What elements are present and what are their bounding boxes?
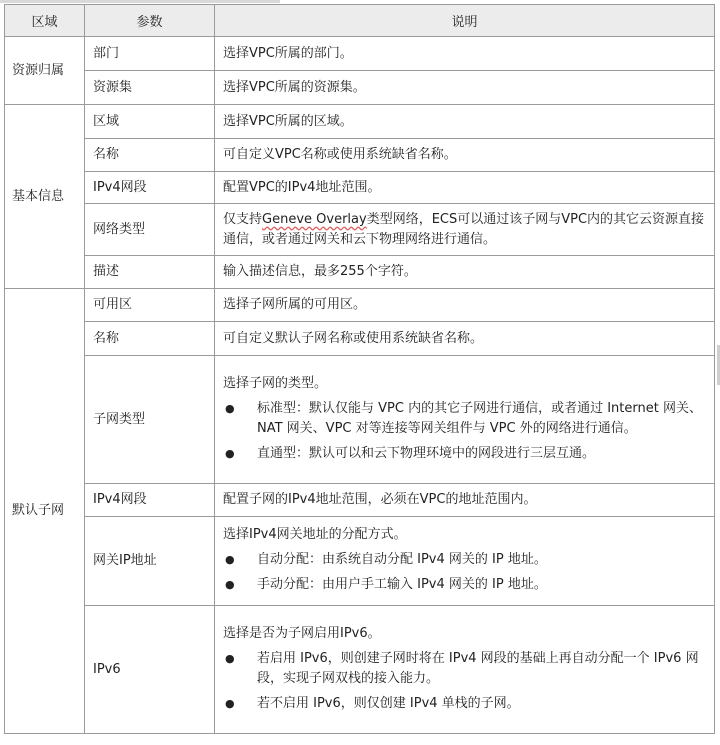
bullet-dot-icon: ● <box>225 553 235 566</box>
desc-cell <box>215 517 715 606</box>
bullet-text: 若启用 IPv6，则创建子网时将在 IPv4 网段的基础上再自动分配一个 IPv6 网段，实现子网双栈的接入能力。 <box>257 650 699 686</box>
header-desc: 说明 <box>215 5 715 37</box>
bullet-dot-icon: ● <box>225 401 235 415</box>
desc-intro: 选择IPv4网关地址的分配方式。 <box>223 527 407 542</box>
list-item <box>223 399 706 439</box>
param-cell: 资源集 <box>85 71 215 105</box>
vpc-parameter-table <box>4 4 715 734</box>
param-cell: IPv4网段 <box>85 172 215 204</box>
param-cell: 网络类型 <box>85 204 215 256</box>
table-header-row <box>5 5 715 37</box>
bullet-text: 直通型：默认可以和云下物理环境中的网段进行三层互通。 <box>257 445 596 461</box>
desc-cell <box>215 356 715 484</box>
group-resource: 资源归属 <box>5 37 85 105</box>
table-row <box>5 256 715 289</box>
table-row <box>5 606 715 734</box>
desc-cell: 选择VPC所属的区域。 <box>215 105 715 139</box>
table-row <box>5 139 715 172</box>
table-row <box>5 204 715 256</box>
desc-cell: 选择VPC所属的部门。 <box>215 37 715 71</box>
param-cell: IPv6 <box>85 606 215 734</box>
table-row <box>5 105 715 139</box>
param-cell: 网关IP地址 <box>85 517 215 606</box>
desc-intro: 选择子网的类型。 <box>223 375 328 391</box>
param-cell: IPv4网段 <box>85 484 215 517</box>
group-subnet: 默认子网 <box>5 289 85 734</box>
header-area: 区域 <box>5 5 85 37</box>
list-item <box>223 444 706 464</box>
table-row <box>5 37 715 71</box>
param-cell: 区域 <box>85 105 215 139</box>
list-item <box>223 575 706 595</box>
bullet-text: 手动分配：由用户手工输入 IPv4 网关的 IP 地址。 <box>257 577 547 592</box>
table-row <box>5 322 715 356</box>
table-row <box>5 289 715 322</box>
desc-cell: 输入描述信息，最多255个字符。 <box>215 256 715 289</box>
param-cell: 描述 <box>85 256 215 289</box>
group-basic: 基本信息 <box>5 105 85 289</box>
bullet-text: 标准型：默认仅能与 VPC 内的其它子网进行通信，或者通过 Internet 网关、NAT 网关、VPC 对等连接等网关组件与 VPC 外的网络进行通信。 <box>257 400 702 436</box>
list-item <box>223 550 706 570</box>
desc-text: 仅支持 <box>223 211 263 227</box>
table-row <box>5 172 715 204</box>
desc-cell: 可自定义默认子网名称或使用系统缺省名称。 <box>215 322 715 356</box>
table-row <box>5 71 715 105</box>
param-cell: 名称 <box>85 139 215 172</box>
list-item <box>223 694 706 714</box>
desc-text: 类型网络，ECS可以通过该子网与VPC内的其它云资源直接通信，或者通过网关和云下物理网络进行通信。 <box>223 211 705 247</box>
list-item <box>223 649 706 689</box>
desc-cell <box>215 606 715 734</box>
top-scroll-strip <box>0 0 280 3</box>
desc-cell: 选择VPC所属的资源集。 <box>215 71 715 105</box>
bullet-dot-icon: ● <box>225 446 235 460</box>
spellcheck-marked-text: Geneve Overlay <box>262 211 367 227</box>
table-row <box>5 517 715 606</box>
desc-intro: 选择是否为子网启用IPv6。 <box>223 625 381 641</box>
desc-cell: 选择子网所属的可用区。 <box>215 289 715 322</box>
desc-cell: 配置VPC的IPv4地址范围。 <box>215 172 715 204</box>
param-cell: 子网类型 <box>85 356 215 484</box>
table-row <box>5 356 715 484</box>
bullet-dot-icon: ● <box>225 651 235 665</box>
bullet-text: 自动分配：由系统自动分配 IPv4 网关的 IP 地址。 <box>257 552 547 567</box>
table-row <box>5 484 715 517</box>
header-param: 参数 <box>85 5 215 37</box>
param-cell: 可用区 <box>85 289 215 322</box>
desc-cell: 配置子网的IPv4地址范围，必须在VPC的地址范围内。 <box>215 484 715 517</box>
param-cell: 部门 <box>85 37 215 71</box>
bullet-dot-icon: ● <box>225 578 235 591</box>
desc-cell <box>215 204 715 256</box>
bullet-text: 若不启用 IPv6，则仅创建 IPv4 单栈的子网。 <box>257 695 520 711</box>
desc-cell: 可自定义VPC名称或使用系统缺省名称。 <box>215 139 715 172</box>
param-cell: 名称 <box>85 322 215 356</box>
bullet-dot-icon: ● <box>225 696 235 710</box>
